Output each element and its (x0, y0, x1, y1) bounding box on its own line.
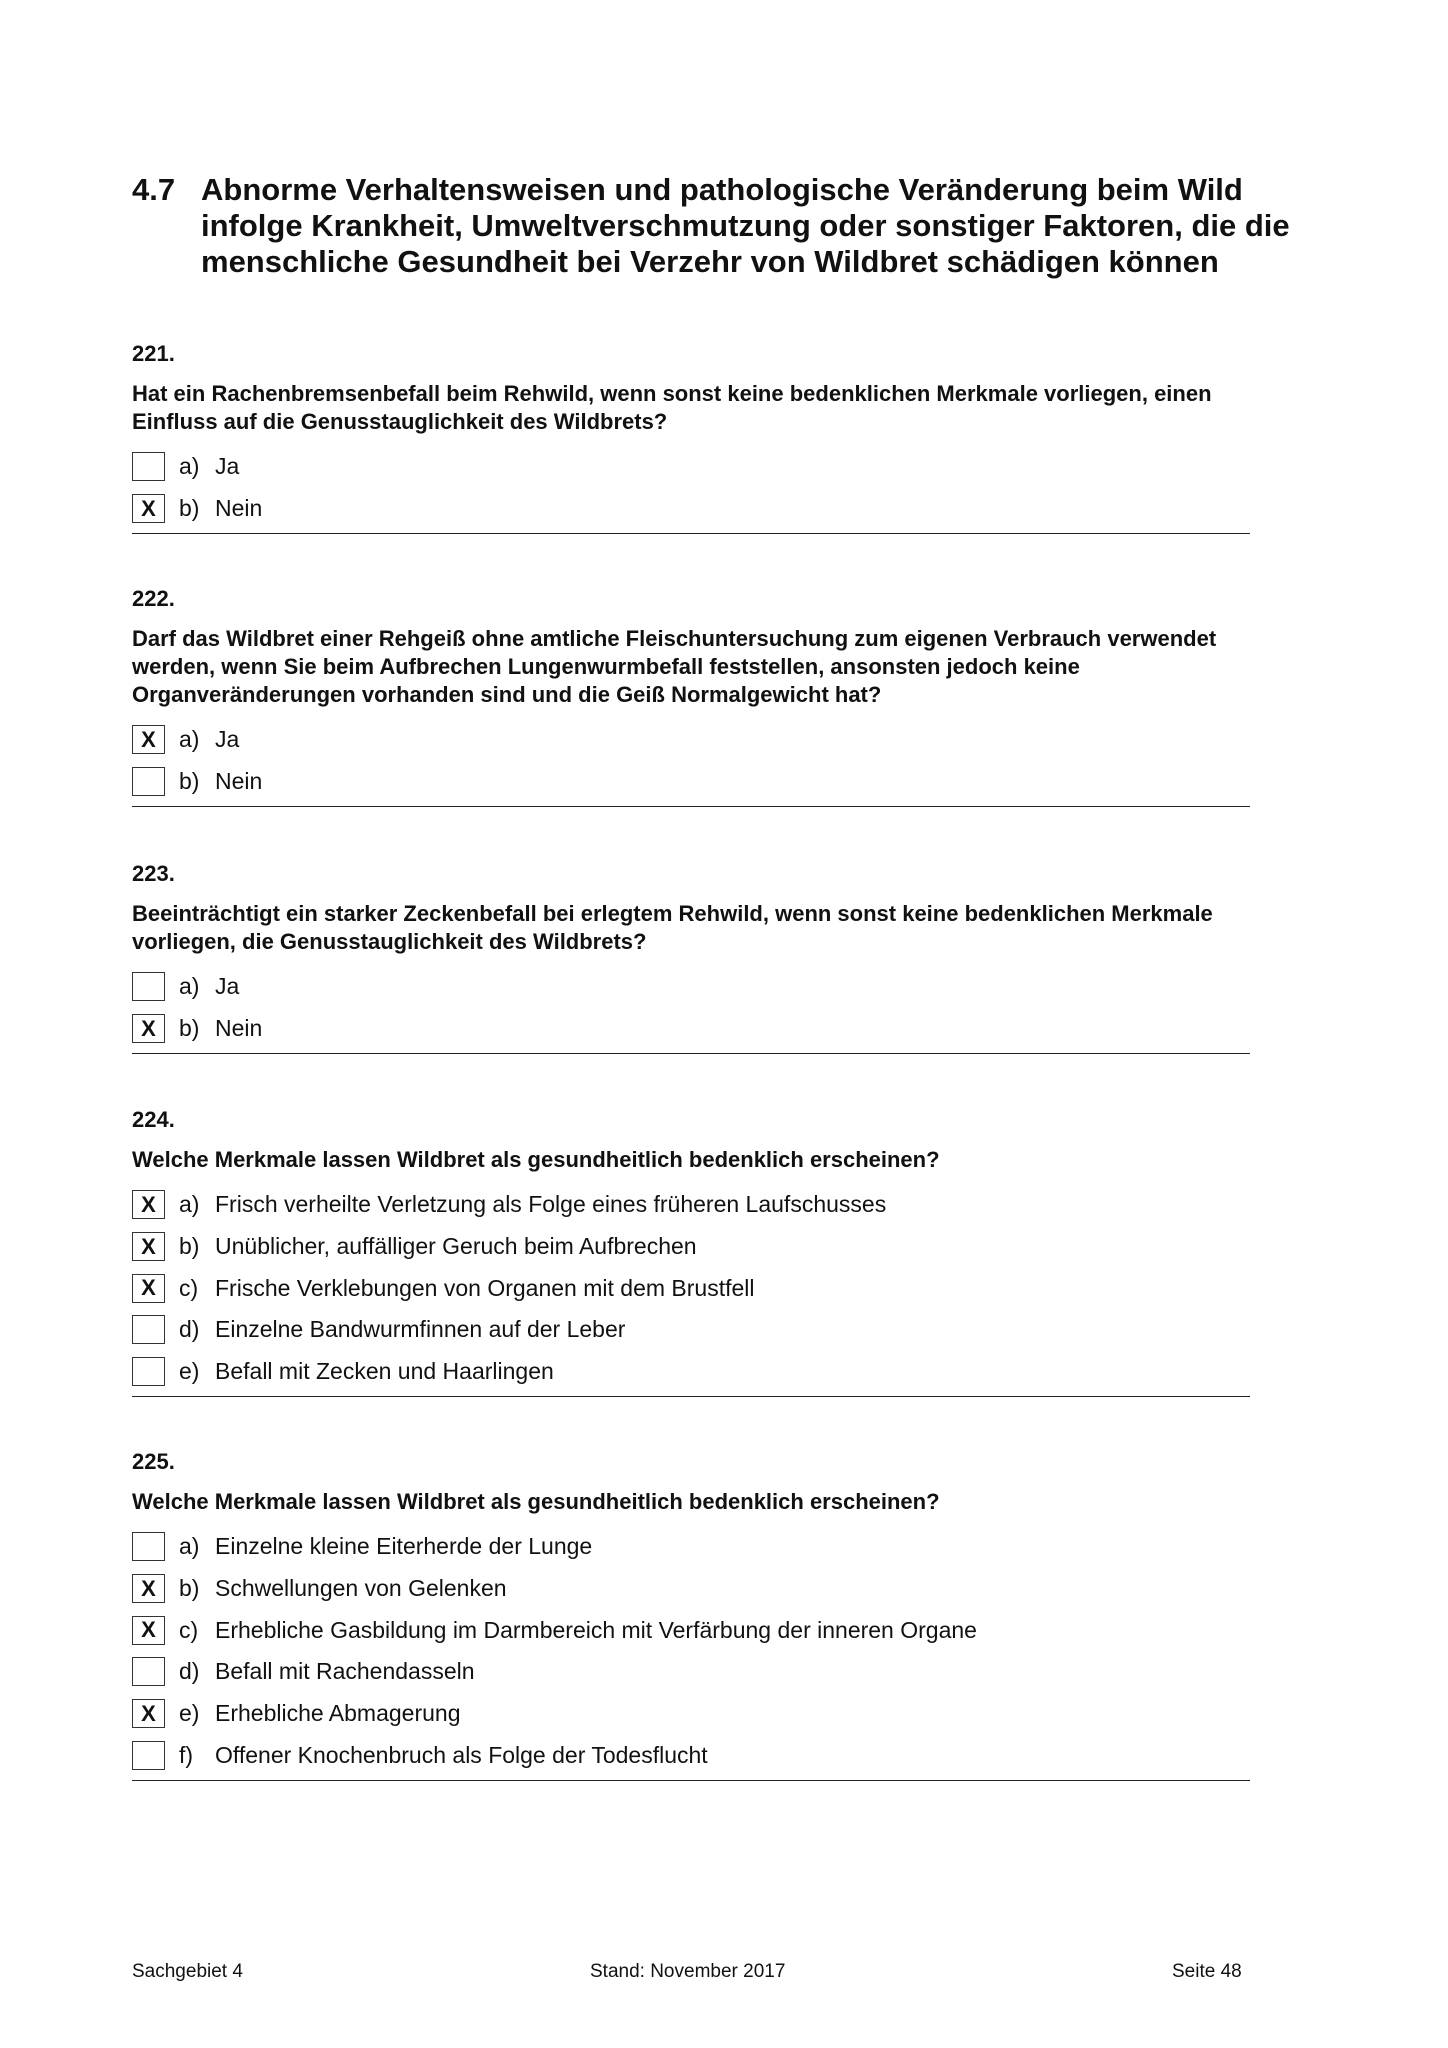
option-a[interactable] (132, 966, 1250, 1008)
question-divider (132, 806, 1250, 807)
answer-checkbox[interactable] (132, 972, 165, 1001)
question-number: 221. (132, 341, 175, 366)
question-divider (132, 1396, 1250, 1397)
option-letter: e) (179, 1358, 200, 1385)
answer-checkbox[interactable]: X (132, 1616, 165, 1645)
answer-checkbox[interactable] (132, 1357, 165, 1386)
answer-checkbox[interactable] (132, 1741, 165, 1770)
option-label: Erhebliche Gasbildung im Darmbereich mit Verfärbung der inneren Organe (215, 1616, 977, 1643)
answer-checkbox[interactable]: X (132, 1274, 165, 1303)
answer-options (132, 719, 1250, 802)
answer-checkbox[interactable]: X (132, 725, 165, 754)
answer-checkbox[interactable]: X (132, 1014, 165, 1043)
question-divider (132, 533, 1250, 534)
option-c[interactable] (132, 1267, 1250, 1309)
question-225 (132, 1448, 1250, 1781)
question-number: 225. (132, 1449, 175, 1474)
option-b[interactable] (132, 1008, 1250, 1050)
question-223 (132, 860, 1250, 1054)
option-d[interactable] (132, 1651, 1250, 1693)
option-label: Befall mit Rachendasseln (215, 1658, 475, 1685)
option-letter: c) (179, 1616, 199, 1643)
option-letter: a) (179, 1191, 200, 1218)
question-text: Welche Merkmale lassen Wildbret als gesundheitlich bedenklich erscheinen? (132, 1489, 940, 1514)
question-224 (132, 1106, 1250, 1397)
option-letter: a) (179, 973, 200, 1000)
option-a[interactable] (132, 1184, 1250, 1226)
option-e[interactable] (132, 1693, 1250, 1735)
question-number: 222. (132, 586, 175, 611)
answer-checkbox[interactable]: X (132, 1190, 165, 1219)
question-222 (132, 585, 1250, 807)
option-label: Ja (215, 973, 240, 1000)
question-221 (132, 340, 1250, 534)
option-b[interactable] (132, 1568, 1250, 1610)
option-label: Unüblicher, auffälliger Geruch beim Aufbrechen (215, 1233, 697, 1260)
section-number: 4.7 (132, 172, 176, 207)
footer-right: Seite 48 (1172, 1961, 1242, 1982)
option-letter: b) (179, 1575, 200, 1602)
option-label: Ja (215, 453, 240, 480)
option-letter: b) (179, 495, 200, 522)
option-letter: a) (179, 726, 200, 753)
option-letter: d) (179, 1316, 200, 1343)
option-c[interactable] (132, 1609, 1250, 1651)
option-label: Frische Verklebungen von Organen mit dem Brustfell (215, 1274, 755, 1301)
question-text: Darf das Wildbret einer Rehgeiß ohne amtliche Fleischuntersuchung zum eigenen Verbrauch verwendet werden, wenn Sie beim Aufbrechen Lungenwurmbefall feststellen, ansonsten jedoch keine Organveränderungen vorhanden sind und die Geiß Normalgewicht hat? (132, 626, 1217, 707)
option-b[interactable] (132, 761, 1250, 803)
option-d[interactable] (132, 1309, 1250, 1351)
option-letter: d) (179, 1658, 200, 1685)
answer-checkbox[interactable]: X (132, 1699, 165, 1728)
option-label: Frisch verheilte Verletzung als Folge eines früheren Laufschusses (215, 1191, 887, 1218)
option-letter: b) (179, 1233, 200, 1260)
answer-checkbox[interactable]: X (132, 1232, 165, 1261)
question-number: 224. (132, 1107, 175, 1132)
footer-center: Stand: November 2017 (590, 1961, 786, 1982)
option-letter: a) (179, 453, 200, 480)
answer-checkbox[interactable]: X (132, 494, 165, 523)
answer-checkbox[interactable] (132, 1315, 165, 1344)
option-a[interactable] (132, 719, 1250, 761)
answer-checkbox[interactable] (132, 452, 165, 481)
option-a[interactable] (132, 1526, 1250, 1568)
option-label: Erhebliche Abmagerung (215, 1700, 461, 1727)
option-label: Ja (215, 726, 240, 753)
option-label: Einzelne Bandwurmfinnen auf der Leber (215, 1316, 626, 1343)
answer-checkbox[interactable] (132, 1657, 165, 1686)
answer-options (132, 966, 1250, 1049)
question-text: Welche Merkmale lassen Wildbret als gesundheitlich bedenklich erscheinen? (132, 1147, 940, 1172)
option-f[interactable] (132, 1734, 1250, 1776)
option-letter: f) (179, 1741, 194, 1768)
option-b[interactable] (132, 1226, 1250, 1268)
option-label: Schwellungen von Gelenken (215, 1575, 507, 1602)
question-number: 223. (132, 861, 175, 886)
option-letter: a) (179, 1533, 200, 1560)
section-heading (132, 172, 1352, 280)
answer-options (132, 1526, 1250, 1776)
answer-options (132, 1184, 1250, 1392)
option-label: Nein (215, 495, 263, 522)
option-label: Nein (215, 768, 263, 795)
section-title: Abnorme Verhaltensweisen und pathologische Veränderung beim Wild infolge Krankheit, Umweltverschmutzung oder sonstiger Faktoren, die die menschliche Gesundheit bei Verzehr von Wildbret schädigen können (201, 172, 1290, 279)
answer-checkbox[interactable]: X (132, 1574, 165, 1603)
footer-left: Sachgebiet 4 (132, 1961, 243, 1982)
option-letter: b) (179, 1015, 200, 1042)
answer-options (132, 446, 1250, 529)
option-label: Nein (215, 1015, 263, 1042)
option-e[interactable] (132, 1351, 1250, 1393)
option-a[interactable] (132, 446, 1250, 488)
question-text: Beeinträchtigt ein starker Zeckenbefall bei erlegtem Rehwild, wenn sonst keine bedenklichen Merkmale vorliegen, die Genusstauglichkeit des Wildbrets? (132, 901, 1213, 954)
option-label: Befall mit Zecken und Haarlingen (215, 1358, 554, 1385)
option-letter: b) (179, 768, 200, 795)
answer-checkbox[interactable] (132, 767, 165, 796)
question-divider (132, 1780, 1250, 1781)
option-letter: c) (179, 1274, 199, 1301)
question-divider (132, 1053, 1250, 1054)
option-letter: e) (179, 1700, 200, 1727)
question-text: Hat ein Rachenbremsenbefall beim Rehwild, wenn sonst keine bedenklichen Merkmale vorliegen, einen Einfluss auf die Genusstauglichkeit des Wildbrets? (132, 381, 1212, 434)
answer-checkbox[interactable] (132, 1532, 165, 1561)
option-label: Einzelne kleine Eiterherde der Lunge (215, 1533, 593, 1560)
option-b[interactable] (132, 488, 1250, 530)
option-label: Offener Knochenbruch als Folge der Todesflucht (215, 1741, 708, 1768)
